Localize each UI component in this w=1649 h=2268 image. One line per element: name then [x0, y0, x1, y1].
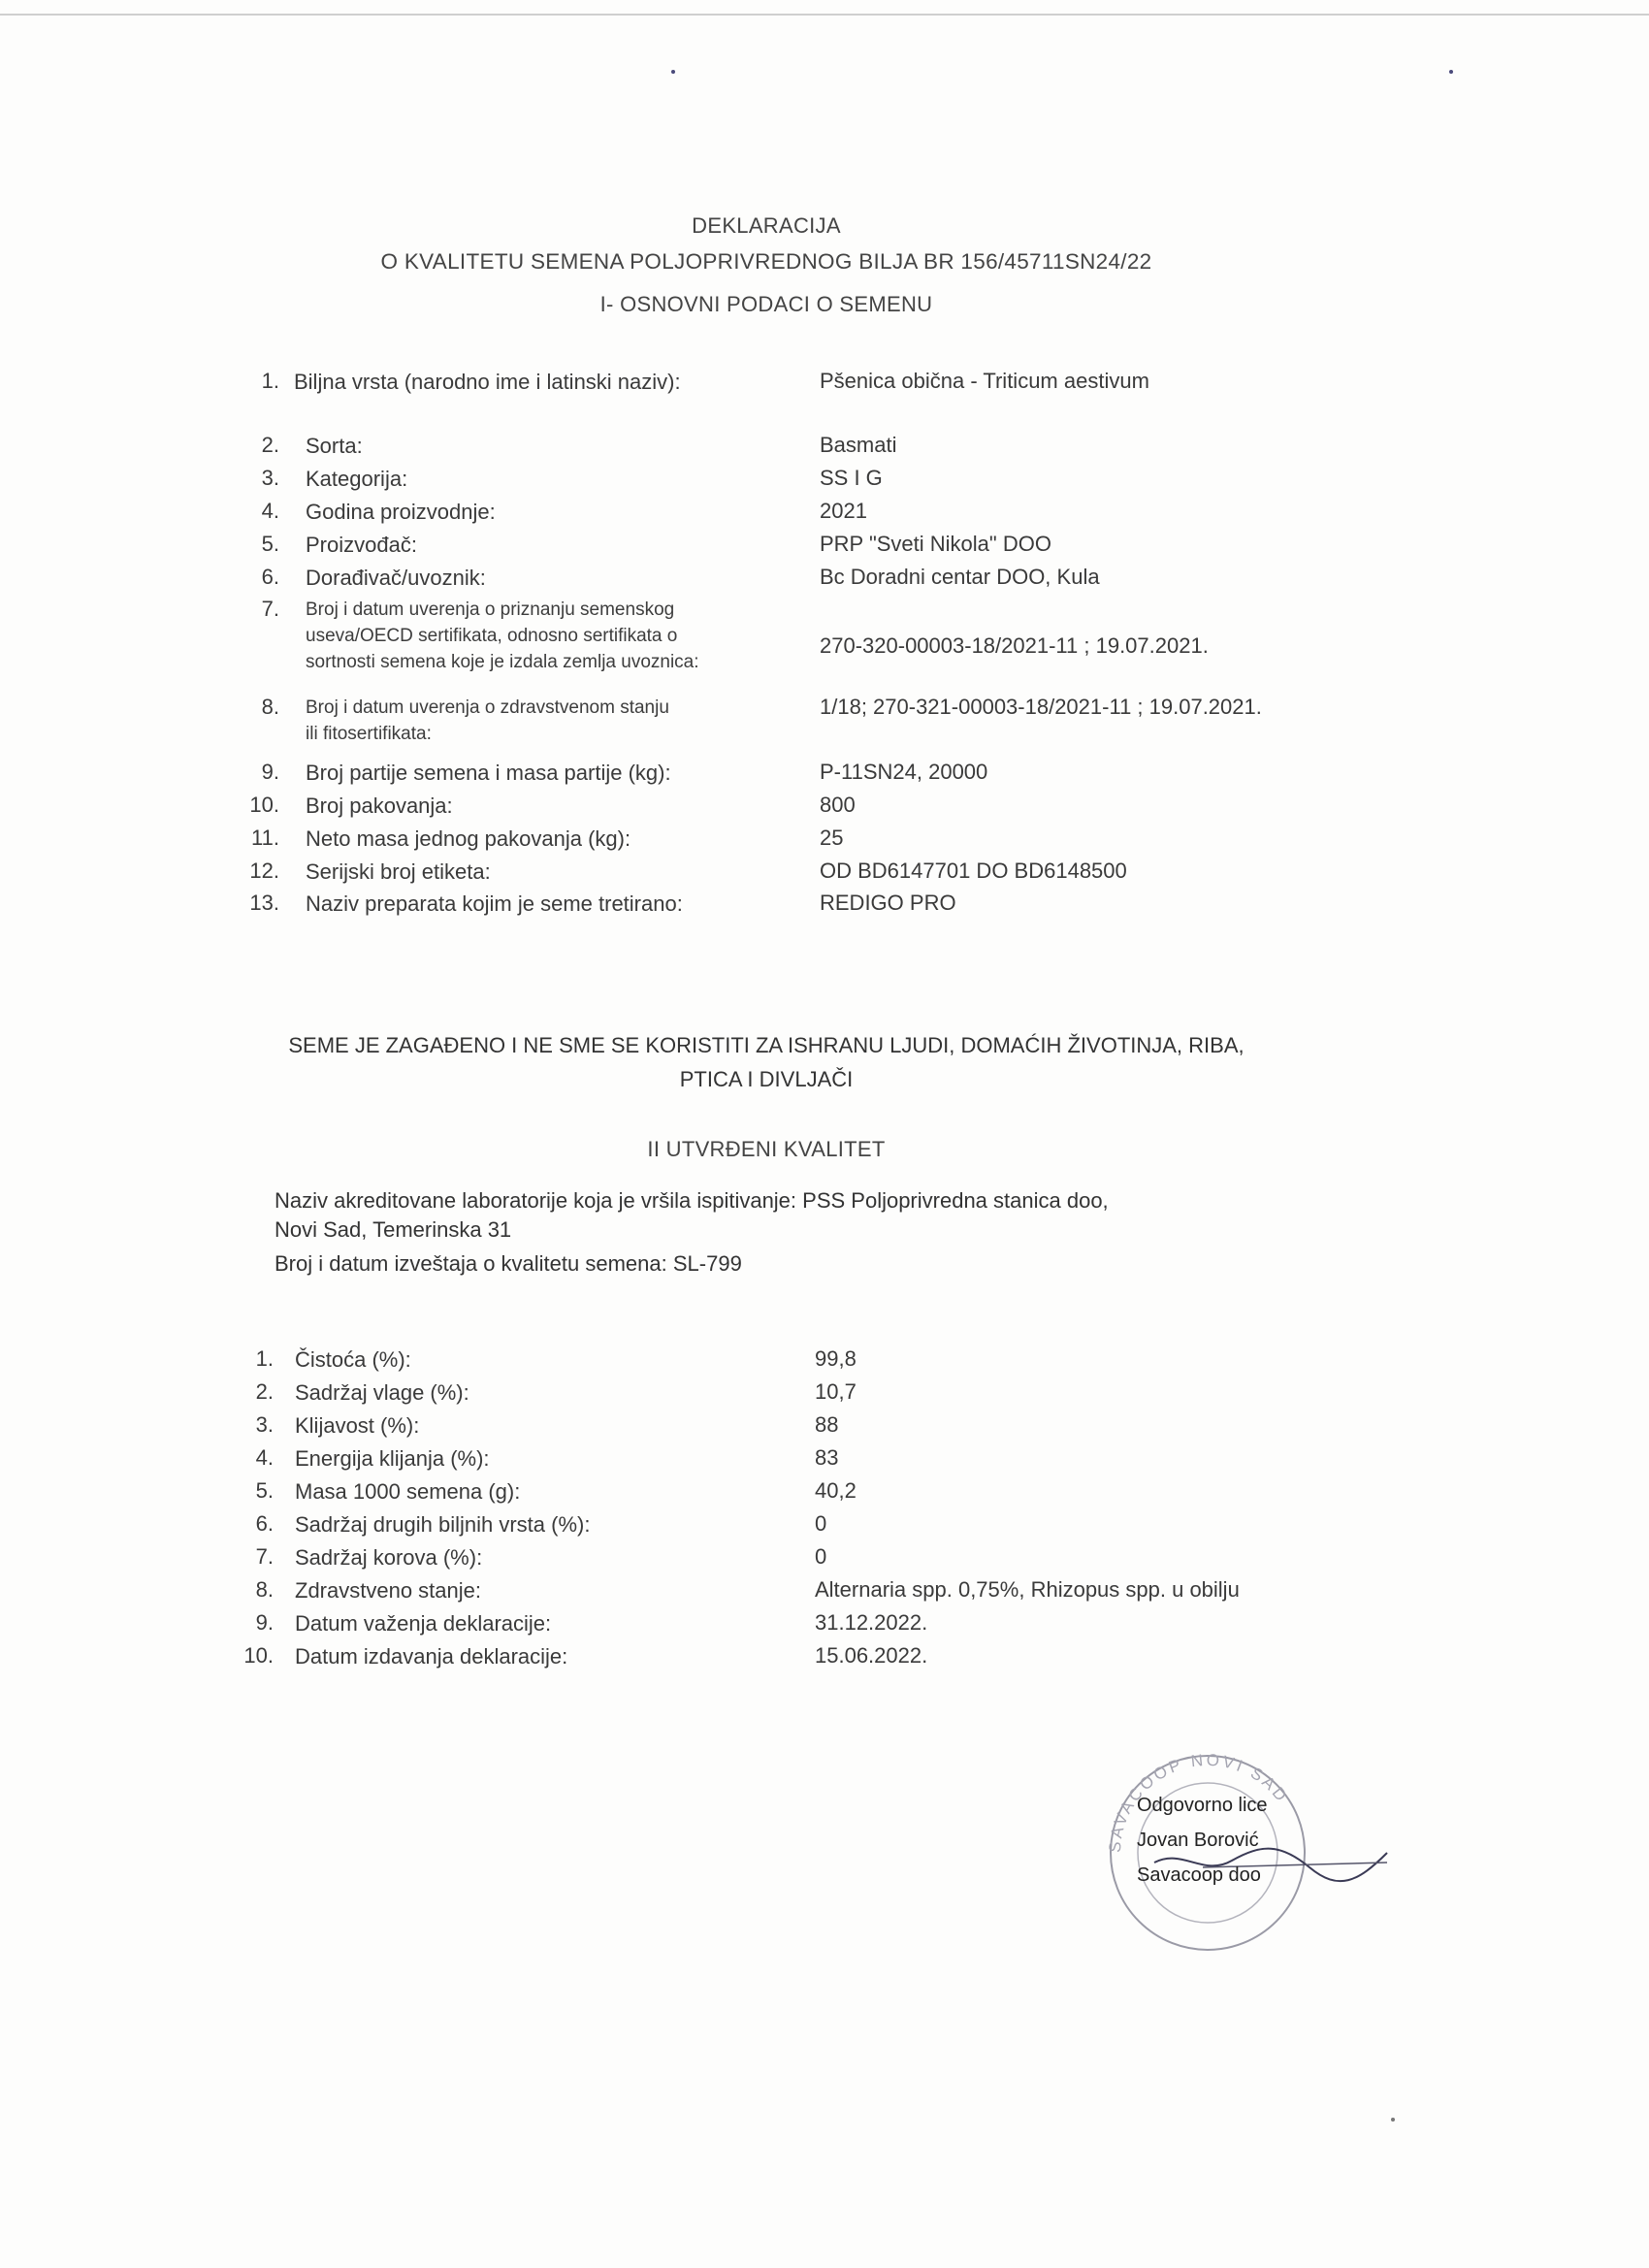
basic-item-label-line: ili fitosertifikata: — [306, 724, 432, 744]
scan-speck — [1391, 2118, 1395, 2122]
basic-item-label: Biljna vrsta (narodno ime i latinski naziv): — [294, 370, 681, 394]
quality-item-value: 0 — [815, 1511, 827, 1536]
basic-item-value: 270-320-00003-18/2021-11 ; 19.07.2021. — [820, 633, 1209, 658]
doc-subtitle: O KVALITETU SEMENA POLJOPRIVREDNOG BILJA BR 156/45711SN24/22 — [380, 249, 1152, 274]
quality-item-label: Datum izdavanja deklaracije: — [295, 1644, 568, 1669]
quality-item-value: 31.12.2022. — [815, 1610, 928, 1635]
quality-item-value: 83 — [815, 1445, 839, 1470]
basic-item-number: 11. — [251, 826, 279, 850]
basic-item-number: 8. — [261, 695, 279, 719]
quality-item-label: Sadržaj vlage (%): — [295, 1380, 469, 1405]
basic-item-value: P-11SN24, 20000 — [820, 760, 988, 784]
basic-item-value: OD BD6147701 DO BD6148500 — [820, 859, 1127, 883]
scan-speck — [671, 70, 675, 74]
basic-item-value: REDIGO PRO — [820, 891, 956, 915]
quality-item-label: Masa 1000 semena (g): — [295, 1479, 521, 1504]
warning-line1: SEME JE ZAGAĐENO I NE SME SE KORISTITI ZA ISHRANU LJUDI, DOMAĆIH ŽIVOTINJA, RIBA, — [288, 1033, 1245, 1057]
quality-item-label: Čistoća (%): — [295, 1347, 411, 1372]
basic-item-value: PRP "Sveti Nikola" DOO — [820, 532, 1051, 556]
basic-item-label: Dorađivač/uvoznik: — [306, 566, 486, 590]
quality-item-value: Alternaria spp. 0,75%, Rhizopus spp. u obilju — [815, 1577, 1240, 1602]
basic-item-value: Basmati — [820, 433, 897, 457]
quality-item-value: 99,8 — [815, 1346, 857, 1371]
basic-item-label-line: Broj i datum uverenja o zdravstvenom stanju — [306, 697, 669, 718]
doc-title: DEKLARACIJA — [692, 213, 841, 238]
quality-item-value: 15.06.2022. — [815, 1643, 928, 1668]
basic-item-label: Broj pakovanja: — [306, 794, 453, 818]
basic-item-label: Naziv preparata kojim je seme tretirano: — [306, 891, 683, 916]
quality-item-label: Datum važenja deklaracije: — [295, 1611, 552, 1636]
quality-item-value: 40,2 — [815, 1478, 857, 1503]
basic-item-label-line: sortnosti semena koje je izdala zemlja uvoznica: — [306, 652, 699, 672]
basic-item-number: 9. — [261, 760, 279, 784]
quality-item-number: 2. — [255, 1379, 274, 1404]
basic-item-label: Broj partije semena i masa partije (kg): — [306, 761, 671, 785]
basic-item-value: SS I G — [820, 466, 883, 490]
quality-item-value: 10,7 — [815, 1379, 857, 1404]
quality-item-number: 9. — [255, 1610, 274, 1635]
basic-item-label: Godina proizvodnje: — [306, 500, 496, 524]
quality-item-value: 88 — [815, 1412, 839, 1437]
quality-item-number: 4. — [255, 1445, 274, 1470]
basic-item-label-line: Broj i datum uverenja o priznanju semenskog — [306, 599, 675, 620]
warning-line2: PTICA I DIVLJAČI — [679, 1067, 854, 1091]
basic-item-value: 1/18; 270-321-00003-18/2021-11 ; 19.07.2021. — [820, 695, 1262, 719]
basic-item-label: Kategorija: — [306, 467, 408, 491]
quality-item-number: 7. — [255, 1544, 274, 1569]
lab-name-line2: Novi Sad, Temerinska 31 — [275, 1217, 512, 1242]
basic-item-label: Sorta: — [306, 434, 363, 458]
quality-item-label: Klijavost (%): — [295, 1413, 420, 1438]
basic-item-number: 5. — [261, 532, 279, 556]
signature-company: Savacoop doo — [1137, 1864, 1261, 1886]
quality-item-label: Sadržaj drugih biljnih vrsta (%): — [295, 1512, 591, 1537]
quality-item-number: 10. — [243, 1643, 274, 1668]
basic-item-number: 2. — [261, 433, 279, 457]
basic-item-number: 6. — [261, 565, 279, 589]
quality-item-number: 1. — [255, 1346, 274, 1371]
signature-name: Jovan Borović — [1137, 1830, 1259, 1851]
basic-item-label-line: useva/OECD sertifikata, odnosno sertifikata o — [306, 626, 678, 646]
quality-item-number: 3. — [255, 1412, 274, 1437]
basic-item-value: Bc Doradni centar DOO, Kula — [820, 565, 1100, 589]
basic-item-value: 800 — [820, 793, 856, 817]
lab-name-line1: Naziv akreditovane laboratorije koja je vršila ispitivanje: PSS Poljoprivredna stanica doo, — [275, 1188, 1109, 1213]
quality-item-number: 5. — [255, 1478, 274, 1503]
basic-item-number: 12. — [249, 859, 279, 883]
scan-edge-line — [0, 14, 1649, 16]
basic-item-number: 1. — [261, 369, 279, 393]
section2-title: II UTVRĐENI KVALITET — [647, 1137, 886, 1161]
section1-title: I- OSNOVNI PODACI O SEMENU — [599, 292, 933, 316]
basic-item-number: 10. — [249, 793, 279, 817]
basic-item-number: 3. — [261, 466, 279, 490]
stamp-text: SAVACOOP NOVI SAD — [1105, 1750, 1293, 1854]
quality-item-label: Energija klijanja (%): — [295, 1446, 490, 1471]
basic-item-number: 4. — [261, 499, 279, 523]
quality-item-number: 6. — [255, 1511, 274, 1536]
basic-item-label: Neto masa jednog pakovanja (kg): — [306, 826, 631, 851]
quality-item-label: Sadržaj korova (%): — [295, 1545, 483, 1570]
quality-item-value: 0 — [815, 1544, 827, 1569]
report-number: Broj i datum izveštaja o kvalitetu semena: SL-799 — [275, 1251, 742, 1276]
quality-item-number: 8. — [255, 1577, 274, 1602]
basic-item-value: 25 — [820, 826, 844, 850]
basic-item-label: Proizvođač: — [306, 533, 417, 557]
basic-item-value: Pšenica obična - Triticum aestivum — [820, 369, 1149, 393]
scan-speck — [1449, 70, 1453, 74]
basic-item-label: Serijski broj etiketa: — [306, 859, 491, 884]
signature-role: Odgovorno lice — [1137, 1795, 1268, 1816]
basic-item-number: 13. — [249, 891, 279, 915]
basic-item-value: 2021 — [820, 499, 867, 523]
quality-item-label: Zdravstveno stanje: — [295, 1578, 481, 1603]
basic-item-number: 7. — [261, 597, 279, 621]
